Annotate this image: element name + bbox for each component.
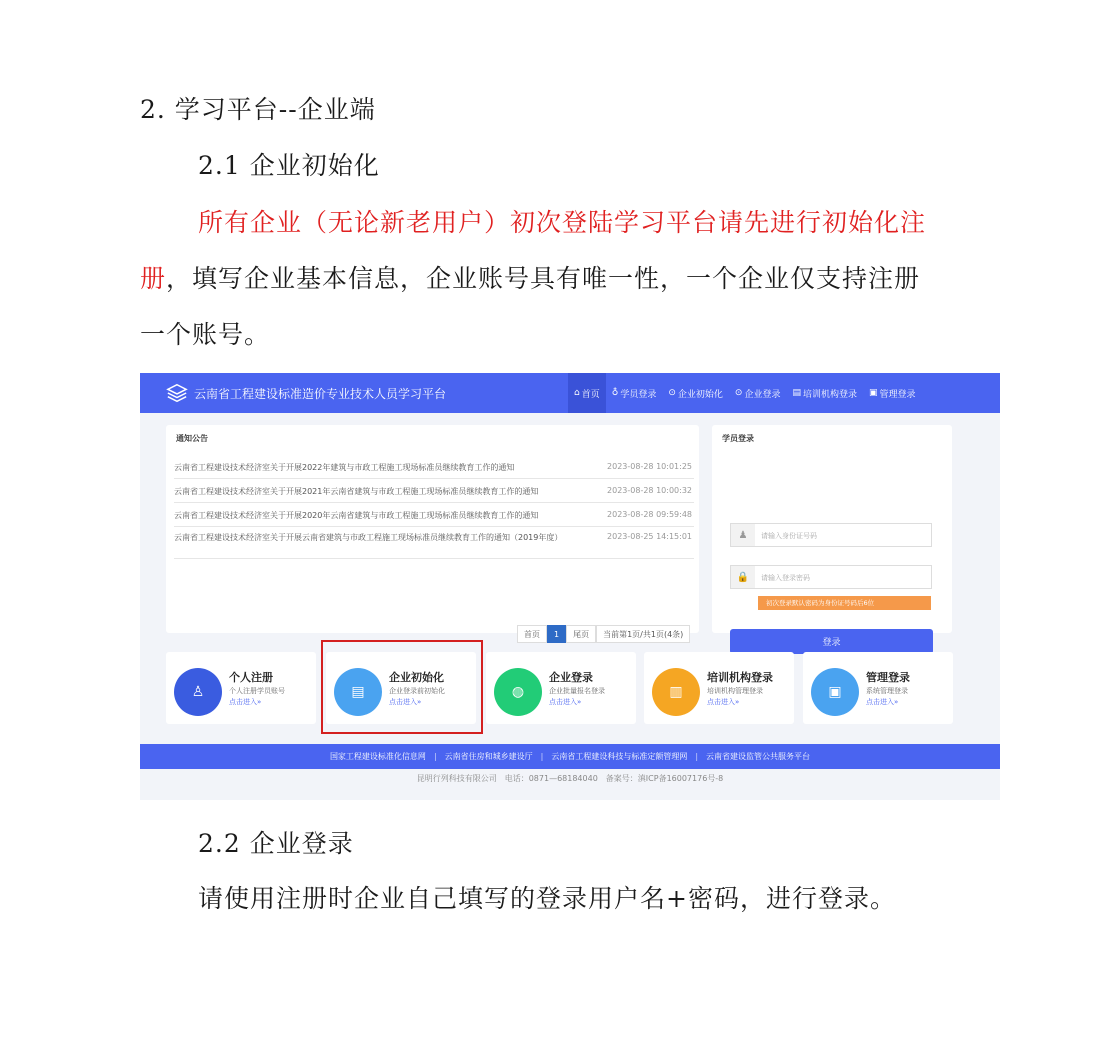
notice-date: 2023-08-25 14:15:01 [607, 532, 692, 541]
card-personal-register[interactable] [166, 652, 316, 724]
card-subtitle: 系统管理登录 [866, 687, 908, 695]
notice-title: 云南省工程建设技术经济室关于开展2021年云南省建筑与市政工程施工现场标准员继续教育工作的通知 [174, 487, 539, 496]
footer-links [140, 744, 1000, 769]
footer-link[interactable]: 云南省住房和城乡建设厅 [444, 752, 533, 761]
nav-label: 培训机构登录 [802, 389, 857, 400]
card-link[interactable]: 点击进入» [389, 698, 422, 706]
login-button[interactable]: 登录 [730, 629, 933, 654]
card-subtitle: 企业批量报名登录 [549, 687, 605, 695]
paragraph-line-3: 一个账号。 [140, 320, 271, 349]
card-title: 培训机构登录 [707, 671, 773, 684]
nav-training-login[interactable] [786, 373, 863, 413]
site-header [140, 373, 1000, 413]
user-icon: ♟ [731, 524, 755, 546]
building-icon: ▤ [334, 668, 382, 716]
card-subtitle: 个人注册学员账号 [229, 687, 285, 695]
section-heading-2: 2. 学习平台--企业端 [140, 95, 376, 124]
entry-cards [166, 652, 956, 724]
input-placeholder: 请输入登录密码 [761, 574, 810, 582]
input-placeholder: 请输入身份证号码 [761, 532, 817, 540]
monitor-icon: ▣ [869, 388, 878, 398]
notice-title: 云南省工程建设技术经济室关于开展2022年建筑与市政工程施工现场标准员继续教育工作的通知 [174, 463, 515, 472]
nav-admin-login[interactable] [863, 373, 922, 413]
paragraph-red-line: 所有企业（无论新老用户）初次登陆学习平台请先进行初始化注 [198, 208, 927, 237]
notice-date: 2023-08-28 10:01:25 [607, 462, 692, 471]
circle-icon: ⊙ [734, 388, 743, 398]
lock-icon: 🔒 [731, 566, 755, 588]
card-title: 管理登录 [866, 671, 910, 684]
card-admin-login[interactable] [803, 652, 953, 724]
id-number-input[interactable] [730, 523, 932, 547]
footer-separator: | [433, 752, 437, 761]
highlight-box [321, 640, 483, 734]
nav-home[interactable] [568, 373, 606, 413]
card-link[interactable]: 点击进入» [866, 698, 899, 706]
password-input[interactable] [730, 565, 932, 589]
notice-panel-title: 通知公告 [176, 434, 208, 443]
pagination [517, 625, 690, 643]
pager-first[interactable]: 首页 [517, 625, 547, 643]
enterprise-icon: ◍ [494, 668, 542, 716]
notice-item[interactable] [174, 455, 694, 479]
platform-screenshot [140, 373, 1000, 800]
notice-item[interactable] [174, 529, 694, 559]
card-title: 企业登录 [549, 671, 593, 684]
card-subtitle: 企业登录前初始化 [389, 687, 445, 695]
pager-current[interactable]: 1 [547, 625, 566, 643]
card-link[interactable]: 点击进入» [229, 698, 262, 706]
card-title: 企业初始化 [389, 671, 444, 684]
nav-enterprise-init[interactable] [662, 373, 729, 413]
nav-enterprise-login[interactable] [729, 373, 787, 413]
login-panel-title: 学员登录 [722, 434, 754, 443]
monitor-icon: ▣ [811, 668, 859, 716]
footer-separator: | [695, 752, 699, 761]
layers-icon [166, 382, 188, 404]
nav-label: 管理登录 [879, 389, 916, 400]
nav-label: 首页 [581, 389, 600, 400]
pager-last[interactable]: 尾页 [566, 625, 596, 643]
footer-separator: | [540, 752, 544, 761]
card-title: 个人注册 [229, 671, 273, 684]
nav-label: 企业初始化 [677, 389, 723, 400]
user-icon: ♙ [174, 668, 222, 716]
card-link[interactable]: 点击进入» [549, 698, 582, 706]
card-subtitle: 培训机构管理登录 [707, 687, 763, 695]
footer-link[interactable]: 云南省工程建设科技与标准定额管理网 [551, 752, 688, 761]
notice-title: 云南省工程建设技术经济室关于开展云南省建筑与市政工程施工现场标准员继续教育工作的通知（2019年度） [174, 533, 563, 542]
user-icon: ♁ [611, 388, 619, 398]
notice-date: 2023-08-28 10:00:32 [607, 486, 692, 495]
card-link[interactable]: 点击进入» [707, 698, 740, 706]
notice-item[interactable] [174, 479, 694, 503]
nav-label: 学员登录 [620, 389, 657, 400]
notice-date: 2023-08-28 09:59:48 [607, 510, 692, 519]
section-heading-2-2: 2.2 企业登录 [198, 829, 354, 858]
nav-label: 企业登录 [744, 389, 781, 400]
notice-title: 云南省工程建设技术经济室关于开展2020年云南省建筑与市政工程施工现场标准员继续教育工作的通知 [174, 511, 539, 520]
footer-link[interactable]: 云南省建设监管公共服务平台 [706, 752, 811, 761]
login-panel [712, 425, 952, 648]
notice-panel [166, 425, 699, 639]
circle-icon: ⊙ [668, 388, 676, 398]
site-title: 云南省工程建设标准造价专业技术人员学习平台 [194, 387, 447, 401]
password-tip: 初次登录默认密码为身份证号码后6位 [758, 596, 931, 610]
card-enterprise-login[interactable] [486, 652, 636, 724]
footer-info: 昆明行列科技有限公司 电话：0871—68184040 备案号：滇ICP备16007176号-8 [416, 774, 724, 783]
building-icon: ▥ [652, 668, 700, 716]
top-nav [568, 373, 922, 413]
paragraph-login-instruction: 请使用注册时企业自己填写的登录用户名+密码，进行登录。 [198, 884, 896, 913]
notice-item[interactable] [174, 503, 694, 527]
building-icon: ▤ [792, 388, 801, 398]
footer-link[interactable]: 国家工程建设标准化信息网 [329, 752, 426, 761]
paragraph-line-2 [140, 259, 920, 295]
paragraph-rest: ，填写企业基本信息，企业账号具有唯一性，一个企业仅支持注册 [166, 264, 921, 293]
section-heading-2-1: 2.1 企业初始化 [198, 151, 380, 180]
paragraph-red-fragment: 册 [140, 264, 167, 293]
home-icon: ⌂ [574, 388, 580, 398]
nav-student-login[interactable] [606, 373, 663, 413]
card-training-login[interactable] [644, 652, 794, 724]
pager-info: 当前第1页/共1页(4条) [596, 625, 690, 643]
